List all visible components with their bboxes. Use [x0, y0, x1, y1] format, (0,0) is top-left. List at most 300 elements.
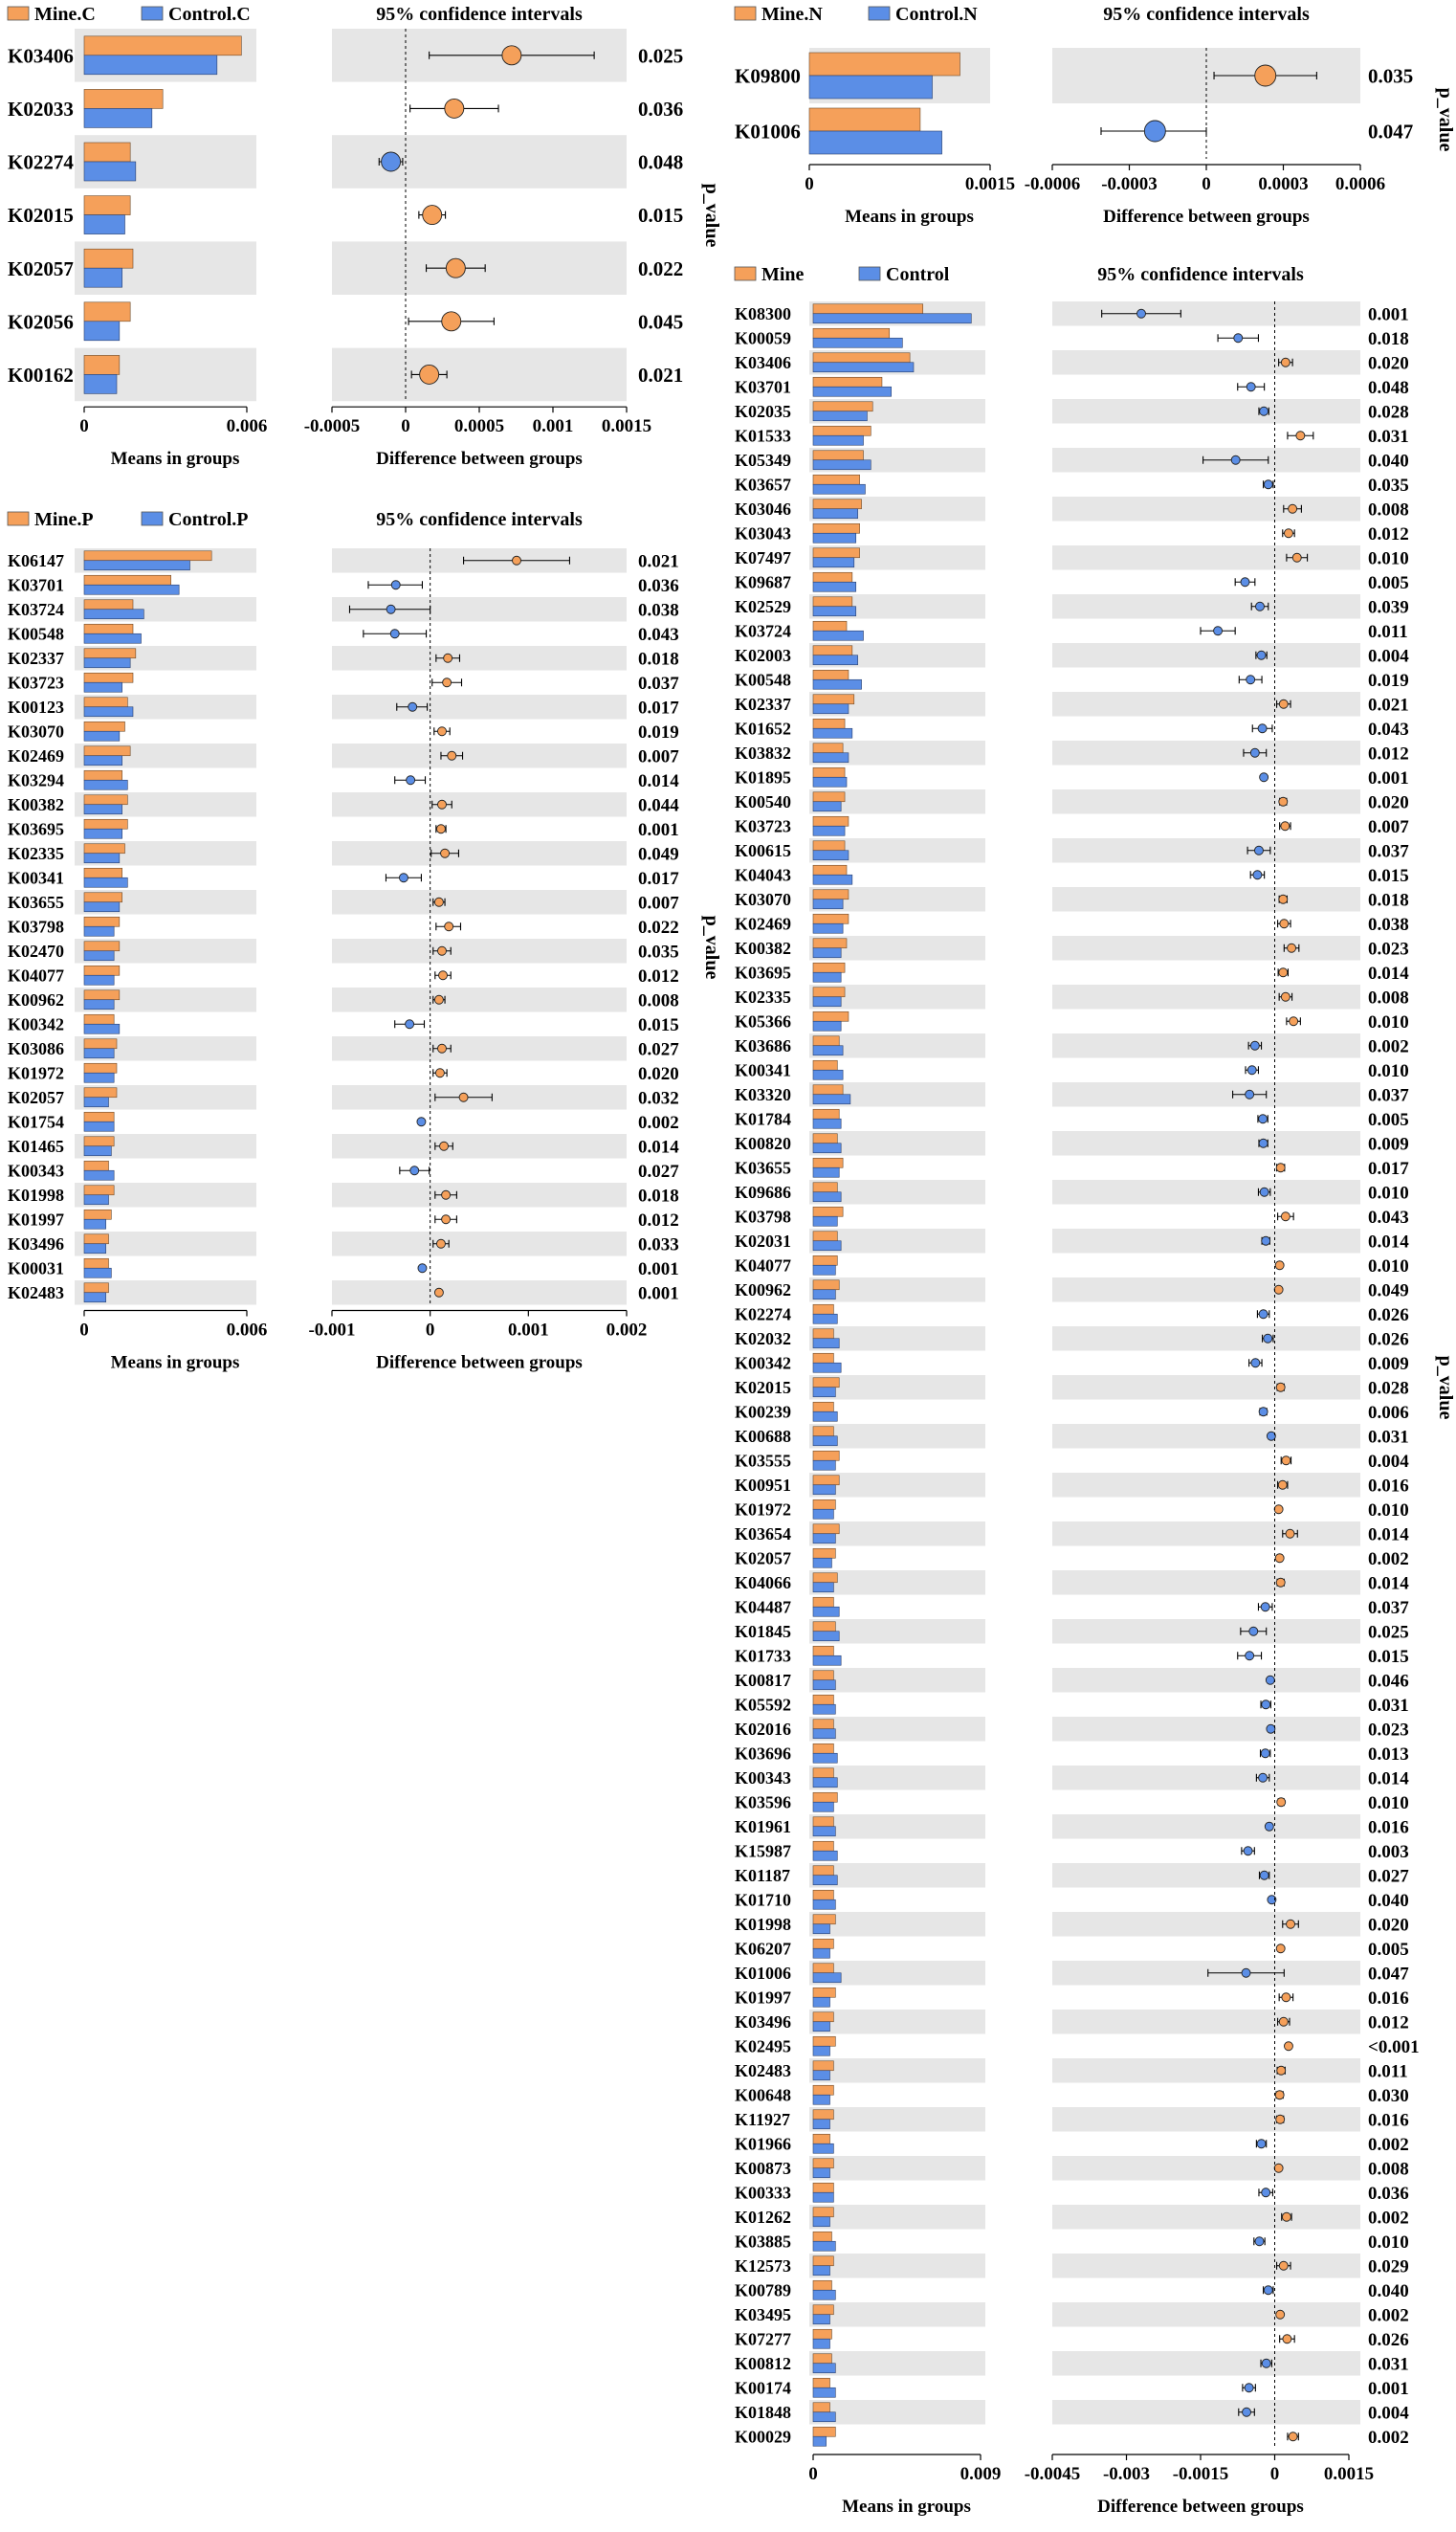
gene-label: K03596: [735, 1792, 792, 1812]
diff-point: [1274, 2164, 1283, 2172]
row-stripe-means: [809, 2010, 985, 2034]
diff-point: [1246, 383, 1255, 391]
bar-case: [813, 1109, 839, 1119]
p-value: 0.035: [1368, 64, 1414, 88]
gene-label: K02015: [8, 204, 74, 228]
diff-point: [390, 630, 399, 638]
diff-point: [1261, 1603, 1269, 1611]
legend-swatch-control: [869, 7, 890, 20]
diff-point: [1234, 334, 1243, 343]
bar-case: [813, 2403, 830, 2412]
p-value: 0.001: [1368, 768, 1409, 789]
diff-point: [1259, 1139, 1268, 1147]
diff-point: [1256, 602, 1265, 611]
gene-label: K01972: [735, 1499, 792, 1520]
bar-case: [84, 1088, 117, 1098]
row-stripe-diff: [332, 646, 627, 671]
gene-label: K01006: [735, 1964, 792, 1984]
diff-point: [1253, 871, 1262, 879]
bar-case: [813, 2427, 835, 2436]
bar-case: [813, 865, 847, 875]
bar-control: [813, 2143, 833, 2153]
bar-case: [813, 1499, 835, 1509]
p-value: 0.026: [1368, 1305, 1409, 1326]
p-value: 0.012: [1368, 2012, 1409, 2033]
row-stripe-diff: [1052, 1473, 1360, 1498]
p-value: 0.015: [638, 1015, 679, 1036]
diff-point: [1274, 1505, 1283, 1514]
gene-label: K03294: [8, 770, 65, 790]
diff-point: [391, 581, 400, 589]
p-value: 0.009: [1368, 1354, 1409, 1375]
diff-point: [1262, 1700, 1270, 1709]
bar-control: [813, 655, 858, 665]
diff-point: [1283, 2335, 1291, 2343]
means-axis-label: Means in groups: [110, 449, 240, 470]
bar-case: [813, 402, 872, 411]
p-value: 0.004: [1368, 646, 1409, 667]
p-value: 0.017: [1368, 1159, 1409, 1180]
diff-point: [1231, 455, 1240, 464]
bar-control: [84, 1195, 109, 1205]
row-stripe-diff: [1052, 838, 1360, 863]
gene-label: K02031: [735, 1232, 792, 1252]
gene-label: K06147: [8, 551, 65, 571]
diff-point: [442, 1215, 451, 1224]
bar-control: [813, 387, 892, 396]
bar-control: [813, 1265, 835, 1275]
bar-control: [84, 1170, 114, 1180]
row-stripe-diff: [332, 744, 627, 768]
gene-label: K01006: [735, 120, 801, 144]
bar-control: [813, 1314, 837, 1323]
bar-control: [813, 728, 852, 738]
diff-point: [1279, 700, 1288, 708]
bar-case: [84, 302, 130, 322]
p-value: 0.004: [1368, 2403, 1409, 2424]
gene-label: K00688: [735, 1427, 792, 1447]
bar-case: [813, 1671, 833, 1680]
p-value: 0.010: [1368, 2232, 1409, 2254]
diff-point: [1279, 968, 1288, 977]
bar-control: [84, 374, 117, 393]
bar-case: [813, 1597, 833, 1607]
diff-point: [1276, 1164, 1285, 1172]
p-value: 0.012: [1368, 744, 1409, 765]
row-stripe-diff: [332, 792, 627, 817]
p-value: 0.001: [1368, 2379, 1409, 2400]
bar-case: [813, 548, 860, 558]
gene-label: K00382: [735, 939, 792, 959]
row-stripe-diff: [1052, 594, 1360, 619]
bar-control: [813, 1021, 841, 1031]
bar-case: [813, 1427, 833, 1436]
bar-case: [813, 767, 845, 777]
bar-case: [84, 143, 130, 162]
gene-label: K03070: [8, 722, 65, 742]
bar-control: [813, 631, 864, 640]
bar-case: [813, 670, 849, 679]
p-value: 0.022: [638, 918, 679, 939]
diff-point: [1265, 1822, 1273, 1831]
diff-point: [408, 702, 417, 711]
gene-label: K02056: [8, 310, 74, 334]
diff-tick-label: 0: [1269, 2464, 1280, 2484]
diff-axis-label: Difference between groups: [376, 449, 583, 470]
diff-point: [1279, 2261, 1288, 2270]
p-value: 0.010: [1368, 1256, 1409, 1277]
gene-label: K02335: [8, 844, 65, 864]
bar-case: [813, 1841, 833, 1851]
p-value: 0.047: [1368, 1964, 1409, 1985]
bar-control: [813, 1997, 830, 2007]
gene-label: K01998: [735, 1915, 792, 1935]
p-value: 0.011: [1368, 622, 1408, 643]
row-stripe-diff: [1052, 1814, 1360, 1839]
ci-title: 95% confidence intervals: [376, 509, 583, 530]
row-stripe-diff: [1052, 985, 1360, 1010]
p-value: 0.036: [638, 576, 679, 597]
diff-point: [1290, 1017, 1298, 1026]
bar-case: [813, 572, 852, 582]
bar-control: [813, 923, 843, 933]
p-value: 0.014: [638, 1137, 679, 1158]
p-value: 0.020: [638, 1064, 679, 1085]
bar-control: [813, 1583, 833, 1592]
bar-control: [813, 900, 843, 909]
p-value: 0.037: [638, 674, 679, 695]
p-value: 0.029: [1368, 2256, 1409, 2277]
bar-case: [813, 2159, 833, 2168]
bar-control: [84, 1219, 106, 1229]
gene-label: K09687: [735, 572, 792, 592]
gene-label: K00615: [735, 841, 792, 861]
p-value: 0.002: [1368, 2428, 1409, 2449]
bar-control: [813, 1827, 835, 1836]
gene-label: K03696: [735, 1744, 792, 1764]
bar-case: [813, 1353, 833, 1363]
row-stripe-diff: [1052, 1717, 1360, 1742]
p-value: 0.026: [1368, 2330, 1409, 2351]
gene-label: K00820: [735, 1134, 792, 1154]
gene-label: K00174: [735, 2378, 792, 2398]
row-stripe-diff: [332, 135, 627, 189]
gene-label: K01997: [8, 1210, 65, 1230]
diff-point: [1260, 1188, 1268, 1196]
p-value: 0.012: [638, 1210, 679, 1232]
bar-case: [84, 1063, 117, 1073]
gene-label: K02015: [735, 1378, 792, 1398]
gene-label: K03701: [735, 377, 792, 397]
diff-point: [1246, 676, 1255, 684]
bar-case: [813, 1548, 835, 1558]
gene-label: K00951: [735, 1476, 792, 1496]
bar-case: [813, 695, 854, 704]
gene-label: K08300: [735, 304, 792, 324]
diff-point: [1264, 480, 1272, 489]
gene-label: K03046: [735, 500, 792, 520]
bar-control: [813, 997, 841, 1007]
diff-tick-label: -0.0045: [1024, 2464, 1081, 2484]
diff-point: [502, 46, 521, 65]
bar-case: [813, 1964, 833, 1973]
gene-label: K00342: [8, 1014, 65, 1034]
p-value: 0.048: [638, 150, 684, 174]
p-value: 0.001: [638, 1259, 679, 1280]
gene-label: K03724: [735, 621, 792, 641]
diff-point: [435, 1069, 444, 1077]
p-value: 0.021: [638, 363, 684, 387]
bar-case: [813, 719, 845, 728]
p-value: 0.037: [1368, 841, 1409, 862]
means-tick-label: 0: [805, 174, 814, 194]
bar-control: [84, 1073, 114, 1082]
bar-case: [813, 2378, 830, 2388]
means-axis-label: Means in groups: [110, 1352, 240, 1373]
gene-label: K02337: [735, 695, 792, 715]
p-value: 0.014: [1368, 964, 1409, 985]
gene-label: K03695: [735, 963, 792, 983]
bar-control: [813, 607, 856, 616]
row-stripe-diff: [332, 988, 627, 1012]
diff-tick-label: 0: [425, 1320, 435, 1341]
gene-label: K03495: [735, 2305, 792, 2325]
diff-point: [410, 1166, 419, 1175]
gene-label: K03555: [735, 1451, 792, 1471]
diff-point: [1279, 2017, 1288, 2026]
p-value: 0.020: [1368, 792, 1409, 813]
bar-case: [813, 1939, 833, 1948]
p-value: 0.037: [1368, 1598, 1409, 1619]
p-value: 0.040: [1368, 1891, 1409, 1912]
p-value: 0.003: [1368, 1842, 1409, 1863]
bar-control: [813, 509, 858, 519]
bar-control: [809, 76, 933, 99]
p-value: 0.018: [638, 1186, 679, 1207]
bar-case: [84, 868, 122, 877]
bar-control: [813, 2120, 830, 2129]
row-stripe-diff: [1052, 2058, 1360, 2083]
bar-case: [813, 1304, 833, 1314]
bar-control: [813, 2217, 830, 2227]
bar-case: [813, 2280, 831, 2290]
diff-point: [442, 312, 461, 331]
diff-tick-label: 0: [1202, 174, 1211, 194]
gene-label: K00812: [735, 2354, 792, 2374]
row-stripe-diff: [332, 1280, 627, 1305]
gene-label: K03496: [8, 1234, 65, 1255]
gene-label: K01187: [735, 1866, 791, 1886]
bar-case: [813, 1622, 835, 1632]
bar-control: [84, 829, 122, 838]
bar-control: [813, 2071, 830, 2080]
diff-point: [436, 1239, 445, 1248]
bar-control: [84, 1244, 106, 1254]
p-value: 0.028: [1368, 402, 1409, 423]
bar-control: [813, 1655, 841, 1665]
bar-control: [813, 2412, 835, 2422]
diff-point: [1214, 627, 1223, 635]
row-stripe-diff: [1052, 1521, 1360, 1546]
gene-label: K00239: [735, 1402, 792, 1422]
bar-control: [813, 363, 914, 372]
row-stripe-diff: [1052, 1424, 1360, 1449]
bar-control: [84, 975, 114, 985]
gene-label: K02035: [735, 402, 792, 422]
bar-case: [813, 914, 849, 923]
diff-point: [434, 898, 443, 906]
legend-swatch-case: [8, 7, 29, 20]
row-stripe-diff: [1052, 1961, 1360, 1986]
bar-case: [813, 1524, 839, 1534]
gene-label: K07277: [735, 2329, 792, 2349]
diff-tick-label: 0.0006: [1335, 174, 1386, 194]
diff-point: [1281, 1212, 1290, 1221]
diff-point: [1251, 1359, 1260, 1367]
diff-point: [1267, 1724, 1275, 1733]
diff-point: [1255, 65, 1276, 86]
p-value: 0.006: [1368, 1403, 1409, 1424]
bar-control: [813, 2315, 830, 2324]
bar-control: [813, 948, 841, 958]
bar-case: [809, 53, 960, 76]
diff-point: [1262, 1236, 1270, 1245]
diff-point: [443, 678, 452, 687]
diff-point: [1274, 1285, 1283, 1294]
bar-case: [813, 890, 849, 900]
diff-tick-label: -0.0006: [1024, 174, 1081, 194]
diff-point: [423, 206, 442, 225]
bar-control: [813, 1290, 835, 1299]
p-value: 0.005: [1368, 573, 1409, 594]
p-value: 0.010: [1368, 548, 1409, 569]
p-value: 0.045: [638, 310, 684, 334]
bar-control: [813, 1948, 830, 1958]
bar-control: [84, 658, 130, 668]
bar-control: [813, 338, 902, 347]
diff-axis-label: Difference between groups: [1097, 2497, 1304, 2517]
bar-case: [84, 1112, 114, 1122]
legend-label-control: Control: [886, 264, 950, 285]
gene-label: K03406: [8, 44, 74, 68]
p-value: 0.012: [638, 966, 679, 988]
gene-label: K03701: [8, 575, 65, 595]
row-stripe-diff: [332, 348, 627, 402]
diff-point: [1276, 1383, 1285, 1391]
gene-label: K02057: [8, 1088, 65, 1108]
gene-label: K01754: [8, 1112, 65, 1132]
gene-label: K02016: [735, 1720, 792, 1740]
bar-control: [84, 682, 122, 692]
p-value: 0.027: [638, 1039, 679, 1060]
p-value: 0.036: [638, 97, 684, 121]
bar-control: [813, 1876, 837, 1885]
diff-point: [1292, 553, 1301, 562]
p-value: 0.027: [1368, 1866, 1409, 1887]
gene-label: K01961: [735, 1817, 792, 1837]
diff-point: [1276, 1578, 1285, 1587]
bar-case: [84, 1234, 109, 1244]
bar-control: [84, 1024, 120, 1033]
p-value: 0.028: [1368, 1378, 1409, 1399]
p-value: 0.047: [1368, 120, 1414, 144]
gene-label: K00333: [735, 2183, 792, 2203]
gene-label: K02483: [735, 2061, 792, 2081]
bar-control: [813, 1802, 833, 1811]
bar-control: [813, 1363, 841, 1372]
gene-label: K00341: [8, 868, 65, 888]
bar-case: [84, 196, 130, 215]
bar-control: [813, 802, 841, 811]
gene-label: K03654: [735, 1524, 792, 1544]
row-stripe-diff: [1052, 1277, 1360, 1302]
bar-case: [813, 1183, 837, 1192]
row-stripe-means: [809, 2205, 985, 2230]
bar-case: [813, 2012, 833, 2022]
bar-case: [813, 2036, 835, 2046]
bar-case: [813, 744, 843, 753]
diff-point: [1144, 121, 1165, 142]
p-value: 0.043: [638, 625, 679, 646]
p-value: 0.014: [1368, 1768, 1409, 1789]
gene-label: K02337: [8, 649, 65, 669]
ci-title: 95% confidence intervals: [376, 4, 583, 25]
gene-label: K01972: [8, 1063, 65, 1083]
row-stripe-diff: [1052, 2156, 1360, 2181]
bar-case: [813, 939, 847, 948]
diff-point: [1250, 1041, 1259, 1050]
gene-label: K04077: [735, 1255, 792, 1276]
diff-point: [437, 727, 446, 736]
diff-tick-label: 0.001: [507, 1320, 549, 1341]
diff-point: [1262, 2188, 1270, 2197]
diff-point: [445, 922, 453, 931]
diff-point: [417, 1118, 426, 1126]
gene-label: K02529: [735, 597, 792, 617]
p-value: 0.002: [1368, 2208, 1409, 2229]
gene-label: K01998: [8, 1186, 65, 1206]
diff-point: [1264, 1334, 1272, 1343]
bar-case: [84, 722, 125, 731]
diff-point: [1284, 529, 1292, 538]
p-value: 0.043: [1368, 720, 1409, 741]
bar-control: [813, 411, 867, 421]
bar-control: [813, 1216, 837, 1226]
diff-point: [1245, 2384, 1253, 2392]
row-stripe-diff: [1052, 936, 1360, 961]
bar-case: [813, 1255, 837, 1265]
bar-control: [84, 877, 127, 887]
bar-case: [84, 917, 120, 926]
diff-point: [1243, 2408, 1251, 2416]
p-value: 0.038: [638, 600, 679, 621]
gene-label: K03798: [735, 1207, 792, 1227]
diff-point: [1281, 822, 1290, 831]
p-value: 0.040: [1368, 2281, 1409, 2302]
row-stripe-means: [809, 2156, 985, 2181]
row-stripe-diff: [1052, 1570, 1360, 1595]
row-stripe-diff: [1052, 1912, 1360, 1937]
bar-case: [84, 1283, 109, 1293]
gene-label: K01465: [8, 1137, 65, 1157]
row-stripe-diff: [1052, 1375, 1360, 1400]
gene-label: K00162: [8, 363, 74, 387]
gene-label: K00962: [735, 1280, 792, 1300]
bar-control: [84, 1122, 114, 1131]
bar-case: [813, 2183, 833, 2192]
legend-swatch-control: [142, 7, 163, 20]
diff-point: [386, 605, 395, 613]
